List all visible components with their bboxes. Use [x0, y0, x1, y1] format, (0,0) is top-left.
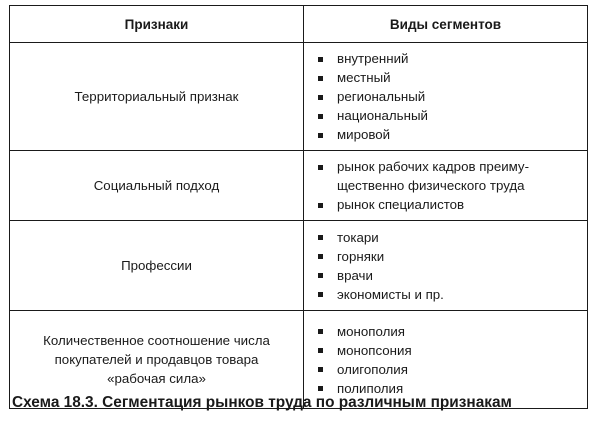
bullet-icon — [318, 235, 323, 240]
bullet-icon — [318, 57, 323, 62]
list-item — [318, 49, 577, 68]
criterion-line: покупателей и продавцов товара — [54, 352, 259, 367]
segments-cell — [304, 221, 588, 311]
list-item — [318, 228, 577, 247]
segment-text-continuation: щественно физического труда — [337, 178, 525, 193]
list-item — [318, 68, 577, 87]
segment-text: экономисты и пр. — [337, 286, 444, 302]
bullet-icon — [318, 329, 323, 334]
criterion-text: Социальный подход — [93, 178, 220, 193]
list-item — [318, 266, 577, 285]
criterion-text: Территориальный признак — [74, 89, 239, 104]
bullet-icon — [318, 114, 323, 119]
bullet-icon — [318, 386, 323, 391]
segment-list — [318, 157, 577, 214]
segment-text: монопсония — [337, 342, 412, 358]
bullet-icon — [318, 165, 323, 170]
segments-cell — [304, 43, 588, 151]
list-item — [318, 195, 577, 214]
table-header-row — [10, 6, 588, 43]
segment-text: национальный — [337, 108, 428, 123]
list-item — [318, 87, 577, 106]
segments-cell — [304, 151, 588, 221]
segment-list — [318, 228, 577, 304]
list-item — [318, 322, 577, 341]
list-item — [318, 106, 577, 125]
list-item — [318, 341, 577, 360]
criterion-text: Профессии — [121, 258, 192, 273]
table-row — [10, 151, 588, 221]
list-item — [318, 157, 577, 195]
figure-caption: Схема 18.3. Сегментация рынков труда по различным признакам — [12, 394, 512, 411]
segment-text: токари — [337, 229, 379, 245]
segment-text: полиполия — [337, 380, 404, 396]
segment-text: врачи — [337, 267, 373, 283]
segment-text: рынок специалистов — [337, 197, 465, 212]
segment-text: олигополия — [337, 361, 408, 377]
bullet-icon — [318, 95, 323, 100]
criterion-cell — [10, 221, 304, 311]
segment-text: рынок рабочих кадров преиму- — [337, 159, 530, 174]
table-row — [10, 221, 588, 311]
segment-text: внутренний — [337, 51, 409, 66]
criterion-cell — [10, 151, 304, 221]
criterion-cell — [10, 43, 304, 151]
bullet-icon — [318, 273, 323, 278]
bullet-icon — [318, 367, 323, 372]
bullet-icon — [318, 76, 323, 81]
criterion-line: Количественное соотношение числа — [43, 333, 270, 348]
table-row — [10, 43, 588, 151]
list-item — [318, 285, 577, 304]
segment-text: мировой — [337, 127, 391, 142]
segment-list — [318, 49, 577, 144]
segment-text: монополия — [337, 323, 405, 339]
list-item — [318, 360, 577, 379]
segmentation-table — [9, 5, 588, 409]
segment-text: местный — [337, 70, 391, 85]
list-item — [318, 125, 577, 144]
bullet-icon — [318, 203, 323, 208]
bullet-icon — [318, 292, 323, 297]
segment-text: горняки — [337, 248, 385, 264]
list-item — [318, 247, 577, 266]
criterion-line: «рабочая сила» — [107, 371, 206, 386]
bullet-icon — [318, 254, 323, 259]
bullet-icon — [318, 348, 323, 353]
bullet-icon — [318, 133, 323, 138]
segment-text: региональный — [337, 89, 426, 104]
segment-list — [318, 322, 577, 398]
header-segment-types: Виды сегментов — [304, 6, 588, 43]
header-criteria: Признаки — [10, 6, 304, 43]
